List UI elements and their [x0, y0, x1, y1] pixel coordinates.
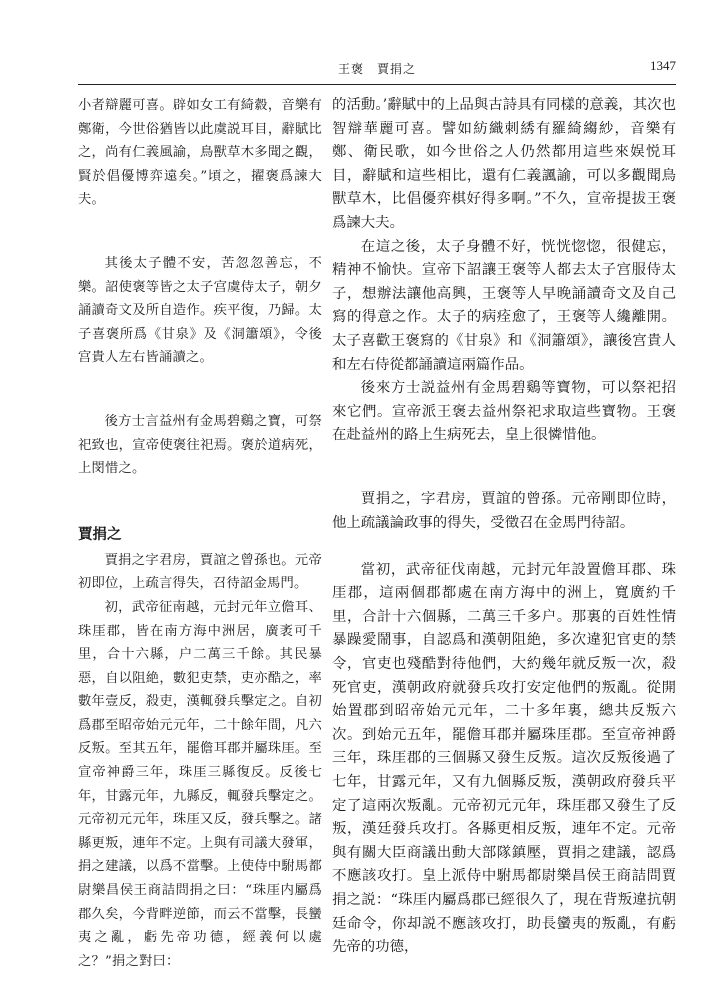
classical-paragraph: 小者辯麗可喜。辟如女工有綺縠，音樂有鄭衛，今世俗猶皆以此虞説耳目，辭賦比之，尚有仁義風諭，鳥獸草木多聞之觀，賢於倡優博弈遠矣。”頃之，擢褒爲諫大夫。 — [78, 98, 322, 208]
classical-paragraph: 其後太子體不安，苦忽忽善忘，不樂。詔使褒等皆之太子宫虞侍太子，朝夕誦讀奇文及所自造作。疾平復，乃歸。太子喜褒所爲《甘泉》及《洞簫頌》，令後宫貴人左右皆誦讀之。 — [78, 255, 322, 366]
paragraph-gap — [78, 212, 322, 252]
classical-paragraph: 賈捐之字君房，賈誼之曾孫也。元帝初即位，上疏言得失，召待詔金馬門。 — [78, 552, 322, 592]
page-header — [78, 58, 676, 80]
classical-text-column — [78, 94, 322, 970]
classical-paragraph: 後方士言益州有金馬碧鷄之寶，可祭祀致也，宣帝使褒往祀焉。褒於道病死，上閔惜之。 — [78, 413, 322, 477]
paragraph-gap — [332, 535, 676, 559]
running-head: 王褒 賈捐之 — [337, 62, 416, 76]
paragraph-gap — [78, 481, 322, 521]
section-title: 賈捐之 — [78, 526, 122, 543]
header-rule — [78, 84, 676, 85]
page-number: 1347 — [650, 58, 676, 73]
paragraph-gap — [78, 370, 322, 410]
translation-column — [332, 94, 676, 970]
translation-paragraph: 在這之後，太子身體不好，恍恍惚惚，很健忘，精神不愉快。宣帝下詔讓王褒等人都去太子宫服侍太子，想辦法讓他高興，王褒等人早晚誦讀奇文及自己寫的得意之作。太子的病痊愈了，王褒等人纔離開。太子喜歡王褒寫的《甘泉》和《洞簫頌》，讓後宫貴人和左右侍從都誦讀這兩篇作品。 — [332, 238, 676, 373]
translation-paragraph: 後來方士説益州有金馬碧鷄等寶物，可以祭祀招來它們。宣帝派王褒去益州祭祀求取這些寶物。王褒在赴益州的路上生病死去，皇上很憐惜他。 — [332, 380, 676, 444]
translation-paragraph: 當初，武帝征伐南越，元封元年設置儋耳郡、珠厓郡，這兩個郡都處在南方海中的洲上，寬廣約千里，合計十六個縣，二萬三千多户。那裏的百姓性情暴躁愛鬧事，自認爲和漢朝阻絶，多次違犯官吏的禁令，官吏也殘酷對待他們，大約幾年就反叛一次，殺死官吏，漢朝政府就發兵攻打安定他們的叛亂。從開始置郡到昭帝始元元年，二十多年裏，總共反叛六次。到始元五年，罷儋耳郡并屬珠厓郡。至宣帝神爵三年，珠厓郡的三個縣又發生反叛。這次反叛後過了七年，甘露元年，又有九個縣反叛，漢朝政府發兵平定了這兩次叛亂。元帝初元元年，珠厓郡又發生了反叛，漢廷發兵攻打。各縣更相反叛，連年不定。元帝與有關大臣商議出動大部隊鎮壓，賈捐之建議，認爲不應該攻打。皇上派侍中駙馬都尉樂昌侯王商詰問賈捐之説：“珠厓内屬爲郡已經很久了，現在背叛違抗朝廷命令，你却説不應該攻打，助長蠻夷的叛亂，有虧先帝的功德， — [332, 561, 676, 956]
paragraph-gap — [332, 448, 676, 488]
classical-paragraph: 初，武帝征南越，元封元年立儋耳、珠厓郡，皆在南方海中洲居，廣袤可千里，合十六縣，户二萬三千餘。其民暴惡，自以阻絶，數犯吏禁，吏亦酷之，率數年壹反，殺吏，漢輒發兵擊定之。自初爲郡至昭帝始元元年，二十餘年間，凡六反叛。至其五年，罷儋耳郡并屬珠厓。至宣帝神爵三年，珠厓三縣復反。反後七年，甘露元年，九縣反，輒發兵擊定之。元帝初元元年，珠厓又反，發兵擊之。諸縣更叛，連年不定。上與有司議大發軍，捐之建議，以爲不當擊。上使侍中駙馬都尉樂昌侯王商詰問捐之曰：“珠厓内屬爲郡久矣，今背畔逆節，而云不當擊，長蠻夷之亂，虧先帝功德，經義何以處之？”捐之對曰： — [78, 599, 322, 969]
translation-paragraph: 賈捐之，字君房，賈誼的曾孫。元帝剛即位時，他上疏議論政事的得失，受徵召在金馬門待詔。 — [332, 490, 676, 531]
translation-paragraph: 的活動。’辭賦中的上品與古詩具有同樣的意義，其次也智辯華麗可喜。譬如紡織刺綉有羅綺縐紗，音樂有鄭、衛民歌，如今世俗之人仍然都用這些來娱悦耳目，辭賦和這些相比，還有仁義諷諭，可以多觀聞鳥獸草木，比倡優弈棋好得多啊。”不久，宣帝提拔王褒爲諫大夫。 — [332, 97, 676, 231]
